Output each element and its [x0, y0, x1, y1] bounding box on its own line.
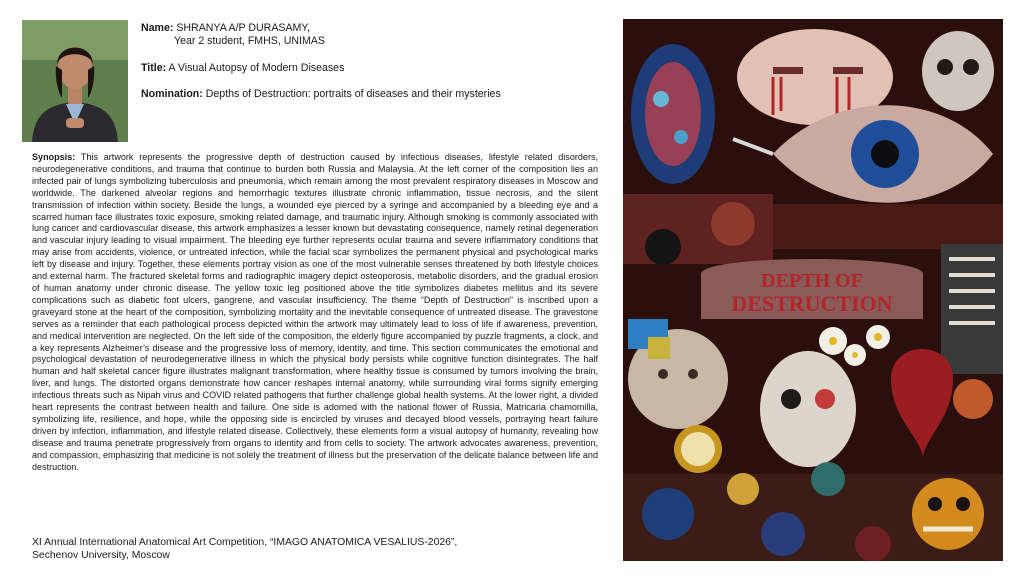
portrait-photo-icon [22, 20, 128, 142]
author-name: SHRANYA A/P DURASAMY, [176, 22, 310, 34]
entry-details [141, 22, 611, 102]
artwork-painting [623, 19, 1003, 561]
synopsis-text: This artwork represents the progressive depth of destruction caused by infectious diseases, lifestyle related disorders, neurodegenerative conditions, and trauma that continue to burden both Russia and Malaysia. At the left corner of the composition lies an infected pair of lungs symbolizing tuberculosis and pneumonia, which remain among the most prevalent respiratory diseases in Moscow and worldwide. The darkened alveolar regions and hemorrhagic textures illustrate chronic inflammation, tissue necrosis, and the silent transmission of infection within society. Beside the lungs, a wounded eye pierced by a syringe and accompanied by a bleeding eye and a scarred human face illustrates toxic exposure, smoking related damage, and traumatic injury. Although smoking is commonly associated with lung cancer and cardiovascular disease, this artwork emphasizes a lesser known but devastating consequence, namely retinal degeneration and vascular injury leading to visual impairment. The bleeding eye further represents ocular trauma and severe inflammatory conditions that may arise from accidents, violence, or untreated infection, while the facial scar symbolizes the permanent physical and psychological marks left by disease and injury. Together, these elements portray vision as one of the most vulnerable senses threatened by both lifestyle choices and external harm. The fractured skeletal forms and radiographic imagery depict osteoporosis, metabolic disorders, and the gradual erosion of human anatomy under chronic disease. The yellow toxic leg positioned above the title symbolizes diabetes mellitus and its severe complications such as diabetic foot ulcers, gangrene, and vascular insufficiency. The theme “Depth of Destruction” is inscribed upon a graveyard stone at the heart of the composition, symbolizing mortality and the inevitable consequence of untreated disease. The gravestone serves as a reminder that each pathological process depicted within the artwork may ultimately lead to loss of life if awareness, prevention, and medical intervention are neglected. On the left side of the composition, the elderly figure accompanied by puzzle fragments, a clock, and a key represents Alzheimer’s disease and the progressive loss of memory, identity, and time. This section communicates the emotional and psychological devastation of neurodegenerative illness in which the physical body persists while cognitive function disintegrates. The half human and half skeletal cancer figure illustrates malignant transformation, where healthy tissue is consumed by tumors involving the brain, liver, and lungs. The distorted organs demonstrate how cancer reshapes internal anatomy, while surrounding viral forms signify emerging infectious threats such as Nipah virus and COVID related pathogens that further challenge global health systems. At the lower right, a divided heart represents the contrast between health and failure. One side is adorned with the national flower of Russia, Matricaria chamomilla, symbolizing life, resilience, and hope, while the opposing side is encircled by viruses and decayed blood vessels, portraying heart failure driven by infection, inflammation, and lifestyle related disease. Collectively, these elements form a visual autopsy of humanity, revealing how disease and trauma penetrate progressively from organs to identity and from cells to society. The artwork advocates awareness, prevention, and compassion, emphasizing that medicine is not solely the treatment of illness but the preservation of the delicate balance between life and destruction. [32, 152, 598, 472]
synopsis-label: Synopsis: [32, 152, 76, 162]
competition-venue: Sechenov University, Moscow [32, 550, 170, 561]
work-title: A Visual Autopsy of Modern Diseases [168, 61, 345, 74]
synopsis-paragraph [32, 152, 598, 473]
competition-name: XI Annual International Anatomical Art Competition, “IMAGO ANATOMICA VESALIUS-2026”, [32, 537, 458, 548]
cancer-figure [760, 351, 856, 467]
artwork-image [623, 19, 1003, 561]
title-label: Title: [141, 61, 167, 74]
author-photo [22, 20, 128, 142]
nomination-text: Depths of Destruction: portraits of diseases and their mysteries [205, 88, 501, 101]
virus-forms [642, 488, 694, 540]
name-row [141, 22, 611, 49]
skull-top [922, 31, 994, 111]
nomination-label: Nomination: [141, 88, 203, 101]
competition-footer [32, 536, 457, 562]
inscription-line1: DEPTH OF [761, 270, 863, 292]
title-row [141, 62, 611, 75]
inscription-line2: DESTRUCTION [731, 291, 893, 316]
nomination-row [141, 88, 611, 101]
name-label: Name: [141, 22, 174, 34]
author-affiliation: Year 2 student, FMHS, UNIMAS [174, 35, 325, 48]
